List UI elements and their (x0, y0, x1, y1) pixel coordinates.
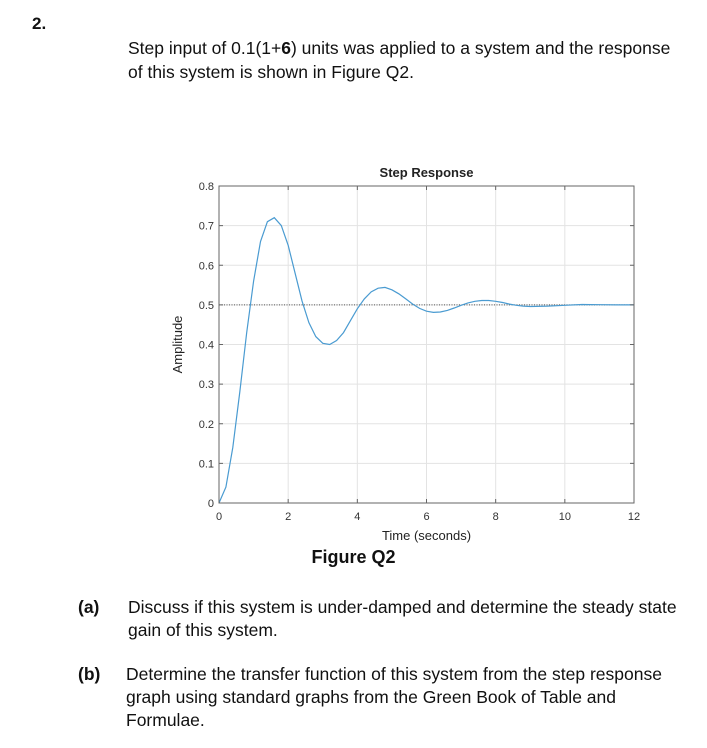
y-tick-label: 0.4 (198, 339, 214, 352)
part-a-label: (a) (78, 597, 100, 617)
part-a-text: Discuss if this system is under-damped and determine the steady state gain of this system. (128, 597, 677, 640)
y-tick-label: 0 (207, 498, 214, 510)
y-tick-label: 0.6 (198, 260, 214, 273)
y-tick-label: 0.2 (198, 418, 214, 431)
axis-ticks (199, 181, 640, 523)
y-tick-label: 0.8 (198, 181, 214, 193)
x-axis-label: Time (seconds) (381, 528, 472, 543)
part-b-text: Determine the transfer function of this system from the step response graph using standard graphs from the Green Book of Table and Formulae. (126, 664, 662, 730)
x-tick-label: 10 (558, 511, 571, 523)
x-tick-label: 2 (285, 511, 292, 523)
y-tick-label: 0.5 (198, 299, 214, 312)
x-tick-label: 6 (423, 511, 430, 523)
plot-area (219, 186, 634, 503)
y-tick-label: 0.3 (198, 379, 214, 392)
figure-label: Figure Q2 (311, 547, 396, 567)
grid-lines (219, 186, 634, 503)
question-intro (128, 36, 688, 84)
x-tick-label: 8 (492, 511, 499, 523)
part-b-label: (b) (78, 664, 101, 684)
y-tick-label: 0.7 (198, 220, 214, 233)
question-number: 2. (32, 14, 47, 33)
intro-suffix: ) units was applied to a system and the response of this system is shown in Figure Q2. (128, 38, 671, 82)
intro-prefix: Step input of 0.1(1+ (128, 38, 282, 58)
x-tick-label: 4 (354, 511, 361, 523)
chart-title: Step Response (379, 165, 474, 180)
y-tick-label: 0.1 (198, 458, 214, 471)
y-axis-label: Amplitude (170, 315, 185, 374)
series-line-response (219, 218, 634, 503)
x-tick-label: 12 (627, 511, 641, 523)
intro-bold-value: 6 (281, 38, 291, 58)
x-tick-label: 0 (215, 511, 223, 523)
